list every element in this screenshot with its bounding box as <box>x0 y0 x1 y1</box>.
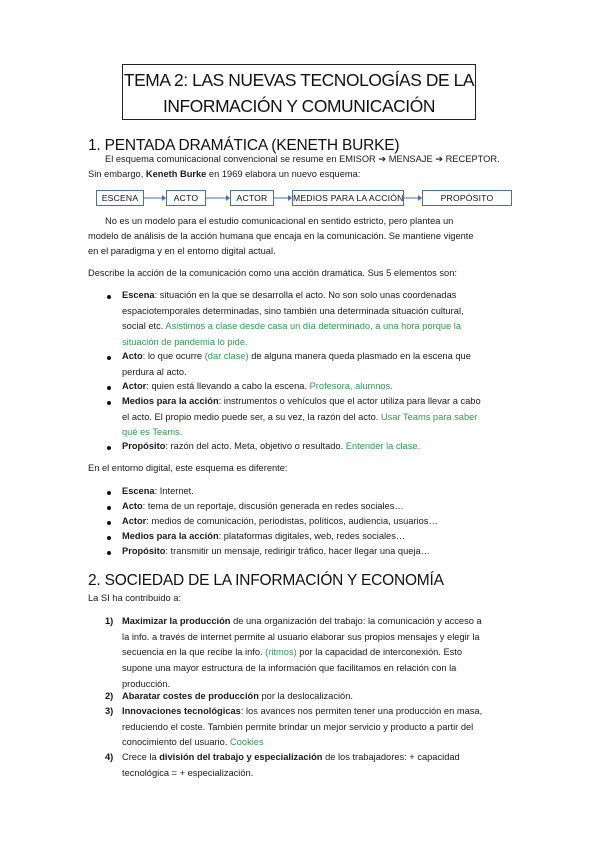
title-line-1: TEMA 2: LAS NUEVAS TECNOLOGÍAS DE LA <box>123 70 475 90</box>
bullet-icon <box>107 295 111 299</box>
list-item: Medios para la acción: instrumentos o vehículos que el actor utiliza para llevar a cabo el acto. El propio medio puede ser, a su vez, la razón del acto. Usar Teams para saber qué es Teams. <box>122 396 481 438</box>
list-item: Acto: tema de un reportaje, discusión generada en redes sociales… <box>122 501 404 511</box>
diagram-box-escena: ESCENA <box>96 190 144 206</box>
list-number: 3) <box>105 706 114 716</box>
numbered-item: Innovaciones tecnológicas: los avances nos permiten tener una producción en masa, reduciendo el coste. También permite brindar un mejor servicio y producto a partir del conocimiento del usuario. Cookies <box>122 706 483 748</box>
diagram-box-proposito: PROPÓSITO <box>422 190 512 206</box>
numbered-item: Crece la división del trabajo y especialización de los trabajadores: + capacidad tecnológica = + especialización. <box>122 752 460 778</box>
numbered-item: Maximizar la producción de una organización del trabajo: la comunicación y acceso a la info. a través de internet permite al usuario elaborar sus propios mensajes y elegir la secuencia en la que recibe la info. (ritmos) por la capacidad de interconexión. Esto supone una mayor estructura de la información que facilitamos en relación con la producción. <box>122 616 482 689</box>
bullet-icon <box>107 551 111 555</box>
bullet-icon <box>107 446 111 450</box>
section-1-heading: 1. PENTADA DRAMÁTICA (KENETH BURKE) <box>88 137 400 154</box>
paragraph-line: modelo de análisis de la acción humana que encaja en la comunicación. Se mantiene vigente <box>88 231 474 241</box>
section-2-heading: 2. SOCIEDAD DE LA INFORMACIÓN Y ECONOMÍA <box>88 572 444 589</box>
paragraph-line: La SI ha contribuido a: <box>88 593 182 603</box>
paragraph-line: No es un modelo para el estudio comunicacional en sentido estricto, pero plantea un <box>105 216 454 226</box>
diagram-arrow-icon <box>206 191 230 205</box>
diagram-box-actor: ACTOR <box>230 190 274 206</box>
list-item: Escena: situación en la que se desarrolla el acto. No son solo unas coordenadas espaciotemporales determinadas, sino también una determinada situación cultural, social etc. Asistimos a clase desde casa un día determinado, a una hora porque la situación de pandemia lo pide. <box>122 290 464 348</box>
bullet-icon <box>107 356 111 360</box>
arrow-right-icon: ➔ <box>432 154 446 164</box>
document-title <box>122 64 476 120</box>
bullet-icon <box>107 386 111 390</box>
bullet-icon <box>107 521 111 525</box>
diagram-arrow-icon <box>274 191 292 205</box>
diagram-arrow-icon <box>144 191 166 205</box>
intro-line-1: El esquema comunicacional convencional se resume en EMISOR ➔ MENSAJE ➔ RECEPTOR. <box>105 154 500 164</box>
list-item: Actor: quien está llevando a cabo la escena. Profesora, alumnos. <box>122 381 393 391</box>
numbered-item: Abaratar costes de producción por la deslocalización. <box>122 691 353 701</box>
bullet-icon <box>107 401 111 405</box>
bullet-icon <box>107 506 111 510</box>
diagram-arrow-icon <box>404 191 422 205</box>
bullet-icon <box>107 536 111 540</box>
list-item: Propósito: transmitir un mensaje, redirigir tráfico, hacer llegar una queja… <box>122 546 430 556</box>
title-line-2: INFORMACIÓN Y COMUNICACIÓN <box>162 96 436 116</box>
paragraph-line: En el entorno digital, este esquema es diferente: <box>88 463 288 473</box>
list-item: Actor: medios de comunicación, periodistas, políticos, audiencia, usuarios… <box>122 516 438 526</box>
diagram-box-acto: ACTO <box>166 190 206 206</box>
list-item: Medios para la acción: plataformas digitales, web, redes sociales… <box>122 531 406 541</box>
list-number: 2) <box>105 691 114 701</box>
list-item: Acto: lo que ocurre (dar clase) de alguna manera queda plasmado en la escena que perdura al acto. <box>122 351 471 377</box>
list-number: 4) <box>105 752 114 762</box>
intro-line-2: Sin embargo, Keneth Burke en 1969 elabora un nuevo esquema: <box>88 169 361 179</box>
list-number: 1) <box>105 616 114 626</box>
paragraph-line: Describe la acción de la comunicación como una acción dramática. Sus 5 elementos son: <box>88 268 457 278</box>
paragraph-line: en el paradigma y en el entorno digital actual. <box>88 246 276 256</box>
arrow-right-icon: ➔ <box>375 154 389 164</box>
list-item: Propósito: razón del acto. Meta, objetivo o resultado. Entender la clase. <box>122 441 421 451</box>
bullet-icon <box>107 491 111 495</box>
list-item: Escena: Internet. <box>122 486 194 496</box>
diagram-box-medios: MEDIOS PARA LA ACCIÓN <box>292 190 404 206</box>
